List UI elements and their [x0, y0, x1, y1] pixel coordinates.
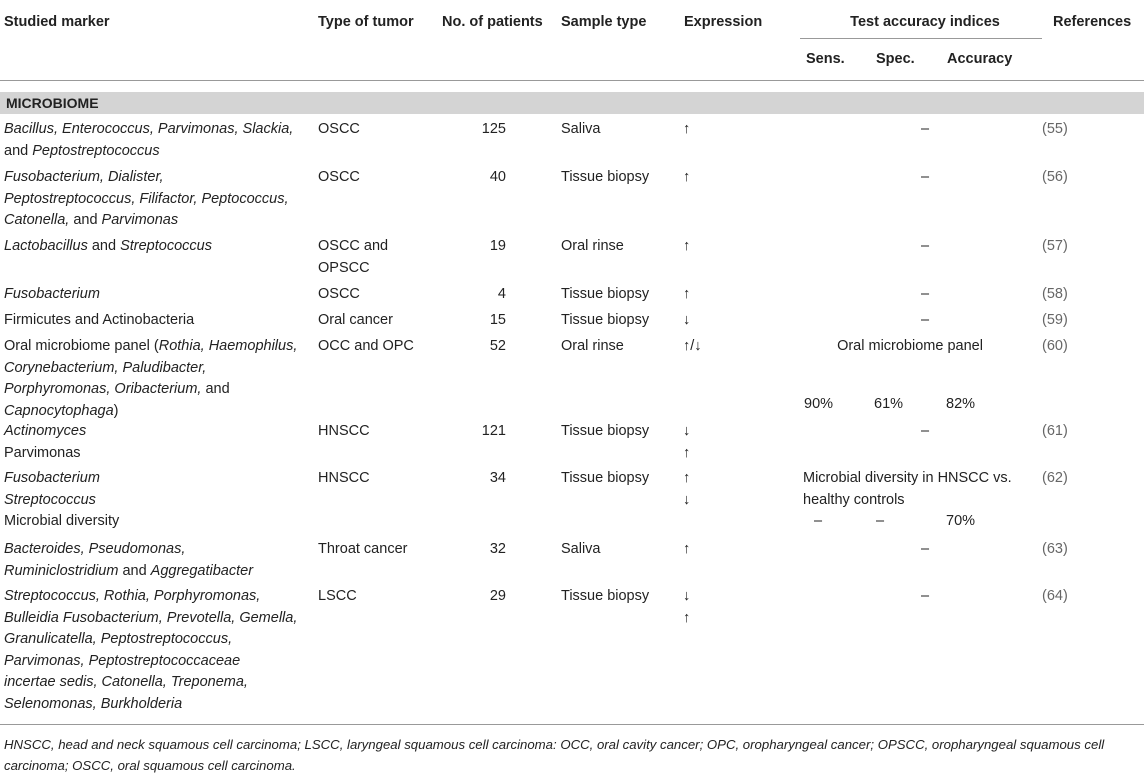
reference-link[interactable]: (58): [1042, 286, 1068, 302]
marker-line: [4, 284, 100, 305]
marker-line: [4, 539, 185, 560]
marker-text: Ruminiclostridium: [4, 562, 119, 579]
sens-value: –: [814, 513, 823, 529]
marker-line: [4, 490, 96, 511]
patient-count: 52: [489, 338, 506, 354]
marker-line: [4, 586, 260, 607]
header-test-accuracy-indices: Test accuracy indices: [850, 14, 1000, 30]
footnote: HNSCC, head and neck squamous cell carcinoma; LSCC, laryngeal squamous cell carcinoma: OCC, oral cavity cancer; OPC, oropharyngeal cancer; OPSCC, oropharyngeal squamous cell carcinoma; OSCC, oral squamous cell carcinoma.: [4, 737, 1105, 773]
sens-value: 90%: [804, 396, 834, 412]
marker-text: Streptococcus, Rothia, Porphyromonas,: [4, 588, 261, 604]
marker-text: Fusobacterium: [4, 470, 100, 486]
expression-arrow: ↑: [683, 286, 691, 302]
accuracy-dash: –: [920, 286, 930, 302]
expression-arrow: ↑: [683, 238, 691, 254]
marker-text: Actinomyces: [4, 423, 87, 439]
accuracy-dash: –: [920, 423, 930, 439]
marker-line: [4, 629, 232, 650]
accuracy-dash: –: [920, 238, 930, 254]
marker-line: [4, 167, 164, 188]
tumor-type: OSCC and: [318, 238, 389, 254]
expression-arrow: ↑: [683, 541, 691, 557]
reference-link[interactable]: (62): [1042, 470, 1068, 486]
marker-line: [4, 236, 212, 257]
accuracy-value: 70%: [946, 513, 976, 529]
header-accuracy: Accuracy: [947, 51, 1013, 67]
sample-type: Tissue biopsy: [561, 588, 650, 604]
reference-link[interactable]: (63): [1042, 541, 1068, 557]
sample-type: Saliva: [561, 121, 601, 137]
patient-count: 4: [497, 286, 506, 302]
accuracy-group-rule: [800, 38, 1042, 39]
marker-line: [4, 189, 289, 210]
marker-text: Parvimonas: [4, 444, 81, 461]
header-sens: Sens.: [806, 51, 845, 67]
sample-type: Tissue biopsy: [561, 286, 650, 302]
marker-text: Streptococcus: [4, 491, 96, 508]
reference-link[interactable]: (60): [1042, 338, 1068, 354]
marker-text: Parvimonas: [101, 212, 179, 228]
marker-line: [4, 694, 182, 715]
marker-line: [4, 443, 81, 464]
patient-count: 40: [489, 169, 506, 185]
section-band: [0, 92, 1144, 114]
marker-text: and: [4, 142, 33, 159]
expression-arrow: ↓: [683, 588, 691, 604]
tumor-type: OSCC: [318, 286, 360, 302]
marker-text: and: [69, 212, 102, 228]
patient-count: 34: [489, 470, 506, 486]
expression-arrow: ↓: [683, 491, 691, 508]
marker-text: Parvimonas, Peptostreptococcaceae: [4, 652, 241, 669]
marker-line: [4, 401, 119, 422]
sample-type: Tissue biopsy: [561, 423, 650, 439]
marker-line: [4, 561, 253, 582]
spec-value: –: [876, 513, 885, 529]
marker-text: Bulleidia Fusobacterium, Prevotella, Gemella,: [4, 609, 298, 626]
marker-text: and: [87, 238, 121, 254]
marker-line: [4, 119, 293, 140]
marker-text: Granulicatella, Peptostreptococcus,: [4, 631, 233, 647]
marker-text: Bacillus, Enterococcus, Parvimonas, Slackia,: [4, 121, 294, 137]
header-sample-type: Sample type: [561, 14, 647, 30]
marker-text: Fusobacterium, Dialister,: [4, 169, 164, 185]
marker-text: Firmicutes and Actinobacteria: [4, 312, 195, 328]
marker-line: [4, 468, 100, 489]
marker-line: [4, 651, 240, 672]
marker-text: Peptostreptococcus, Filifactor, Peptococcus,: [4, 190, 289, 207]
header-spec: Spec.: [876, 51, 915, 67]
tumor-type: OSCC: [318, 169, 360, 185]
accuracy-dash: –: [920, 312, 930, 328]
marker-text: and: [201, 381, 230, 397]
marker-text: Bacteroides, Pseudomonas,: [4, 541, 186, 557]
marker-text: Peptostreptococcus: [32, 142, 160, 159]
reference-link[interactable]: (61): [1042, 423, 1068, 439]
tumor-type: HNSCC: [318, 470, 370, 486]
header-type-of-tumor: Type of tumor: [318, 14, 414, 30]
tumor-type: OCC and OPC: [318, 338, 414, 354]
table-bottom-rule: [0, 724, 1144, 725]
tumor-type: OPSCC: [318, 259, 370, 276]
sample-type: Oral rinse: [561, 238, 624, 254]
section-label: MICROBIOME: [6, 95, 99, 111]
tumor-type: HNSCC: [318, 423, 370, 439]
expression-arrow: ↑: [683, 470, 691, 486]
patient-count: 29: [489, 588, 506, 604]
reference-link[interactable]: (57): [1042, 238, 1068, 254]
patient-count: 32: [489, 541, 506, 557]
marker-text: Streptococcus: [120, 238, 212, 254]
marker-text: Fusobacterium: [4, 286, 100, 302]
marker-text: Oral microbiome panel (: [4, 338, 159, 354]
reference-link[interactable]: (64): [1042, 588, 1068, 604]
header-references: References: [1053, 14, 1132, 30]
marker-text: and: [118, 562, 151, 579]
marker-text: Corynebacterium, Paludibacter,: [4, 359, 207, 376]
accuracy-note: Oral microbiome panel: [837, 338, 983, 354]
header-expression: Expression: [684, 14, 763, 30]
tumor-type: Oral cancer: [318, 312, 393, 328]
expression-arrow: ↑/↓: [683, 338, 702, 354]
expression-arrow: ↑: [683, 609, 691, 626]
accuracy-dash: –: [920, 588, 930, 604]
accuracy-note: healthy controls: [803, 491, 905, 508]
header-no-of-patients: No. of patients: [442, 14, 543, 30]
expression-arrow: ↓: [683, 423, 691, 439]
expression-arrow: ↓: [683, 312, 691, 328]
marker-text: Catonella,: [4, 212, 70, 228]
patient-count: 15: [489, 312, 506, 328]
marker-line: [4, 608, 297, 629]
expression-arrow: ↑: [683, 169, 691, 185]
marker-text: Capnocytophaga: [4, 402, 114, 419]
marker-line: [4, 310, 194, 331]
marker-line: [4, 672, 248, 693]
marker-text: Porphyromonas, Oribacterium,: [4, 381, 202, 397]
marker-text: ): [113, 402, 119, 419]
accuracy-dash: –: [920, 169, 930, 185]
tumor-type: OSCC: [318, 121, 360, 137]
marker-line: [4, 210, 178, 231]
tumor-type: Throat cancer: [318, 541, 408, 557]
accuracy-dash: –: [920, 541, 930, 557]
accuracy-note: Microbial diversity in HNSCC vs.: [803, 470, 1012, 486]
reference-link[interactable]: (56): [1042, 169, 1068, 185]
marker-text: Rothia, Haemophilus,: [158, 338, 298, 354]
marker-text: incertae sedis, Catonella, Treponema,: [4, 674, 248, 690]
marker-line: [4, 336, 297, 357]
expression-arrow: ↑: [683, 121, 691, 137]
marker-line: [4, 511, 119, 532]
marker-line: [4, 379, 230, 400]
sample-type: Oral rinse: [561, 338, 624, 354]
sample-type: Tissue biopsy: [561, 312, 650, 328]
marker-line: [4, 141, 160, 162]
patient-count: 121: [481, 423, 506, 439]
header-bottom-rule: [0, 80, 1144, 81]
marker-line: [4, 421, 86, 442]
marker-line: [4, 358, 206, 379]
spec-value: 61%: [874, 396, 904, 412]
expression-arrow: ↑: [683, 444, 691, 461]
patient-count: 19: [489, 238, 506, 254]
sample-type: Saliva: [561, 541, 601, 557]
sample-type: Tissue biopsy: [561, 169, 650, 185]
sample-type: Tissue biopsy: [561, 470, 650, 486]
marker-text: Microbial diversity: [4, 513, 120, 529]
reference-link[interactable]: (55): [1042, 121, 1068, 137]
marker-text: Lactobacillus: [4, 238, 88, 254]
patient-count: 125: [481, 121, 506, 137]
marker-text: Selenomonas, Burkholderia: [4, 695, 183, 712]
accuracy-value: 82%: [946, 396, 976, 412]
header-studied-marker: Studied marker: [4, 14, 110, 30]
tumor-type: LSCC: [318, 588, 357, 604]
accuracy-dash: –: [920, 121, 930, 137]
marker-text: Aggregatibacter: [150, 562, 254, 579]
reference-link[interactable]: (59): [1042, 312, 1068, 328]
